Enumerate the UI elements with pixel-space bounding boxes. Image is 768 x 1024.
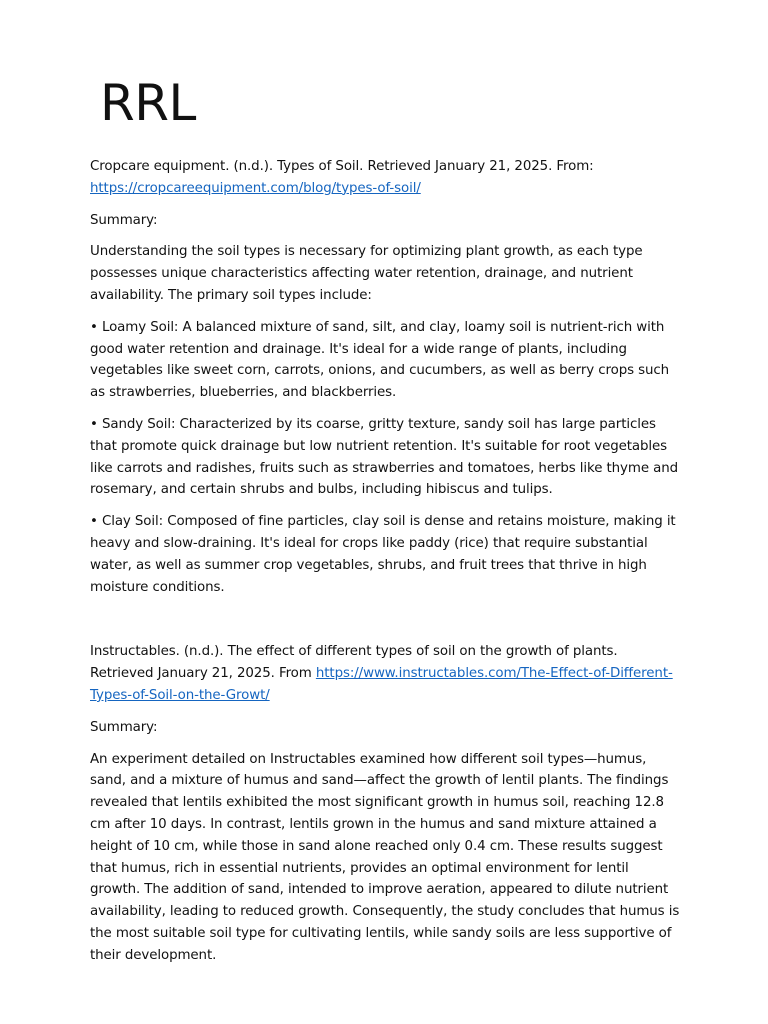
document-body [90, 156, 682, 977]
reference-link[interactable]: https://www.instructables.com/The-Effect-of-Different-Types-of-Soil-on-the-Growt/ [90, 666, 673, 703]
summary-bullet-sandy: • Sandy Soil: Characterized by its coarse, gritty texture, sandy soil has large particles that promote quick drainage but low nutrient retention. It's suitable for root vegetables like carrots and radishes, fruits such as strawberries and tomatoes, herbs like thyme and rosemary, and certain shrubs and bulbs, including hibiscus and tulips. [90, 416, 679, 498]
summary-bullet-clay: • Clay Soil: Composed of fine particles, clay soil is dense and retains moisture, making it heavy and slow-draining. It's ideal for crops like paddy (rice) that require substantial water, as well as summer crop vegetables, shrubs, and fruit trees that thrive in high moisture conditions. [90, 514, 676, 595]
document-title: RRL [100, 74, 196, 132]
citation-text: Cropcare equipment. (n.d.). Types of Soil. Retrieved January 21, 2025. From: [90, 159, 594, 174]
reference-citation [90, 641, 682, 706]
summary-paragraph: Understanding the soil types is necessary for optimizing plant growth, as each type possesses unique characteristics affecting water retention, drainage, and nutrient availability. The primary soil types include: [90, 244, 643, 303]
reference-link[interactable]: https://cropcareequipment.com/blog/types-of-soil/ [90, 180, 421, 196]
citation-text: Instructables. (n.d.). The effect of different types of soil on the growth of plants. Retrieved January 21, 2025. From [90, 644, 618, 682]
summary-bullet-loamy: • Loamy Soil: A balanced mixture of sand, silt, and clay, loamy soil is nutrient-rich with good water retention and drainage. It's ideal for a wide range of plants, including vegetables like sweet corn, carrots, onions, and cucumbers, as well as berry crops such as strawberries, blueberries, and blackberries. [90, 319, 670, 401]
reference-citation [90, 156, 682, 200]
section-spacer [90, 608, 682, 641]
summary-label: Summary: [90, 719, 158, 735]
summary-paragraph: An experiment detailed on Instructables examined how different soil types—humus, sand, and a mixture of humus and sand—affect the growth of lentil plants. The findings revealed that lentils exhibited the most significant growth in humus soil, reaching 12.8 cm after 10 days. In contrast, lentils grown in the humus and sand mixture attained a height of 10 cm, while those in sand alone reached only 0.4 cm. These results suggest that humus, rich in essential nutrients, provides an optimal environment for lentil growth. The addition of sand, intended to improve aeration, appeared to dilute nutrient availability, leading to reduced growth. Consequently, the study concludes that humus is the most suitable soil type for cultivating lentils, while sandy soils are less supportive of their development. [90, 751, 680, 963]
summary-label: Summary: [90, 212, 158, 228]
